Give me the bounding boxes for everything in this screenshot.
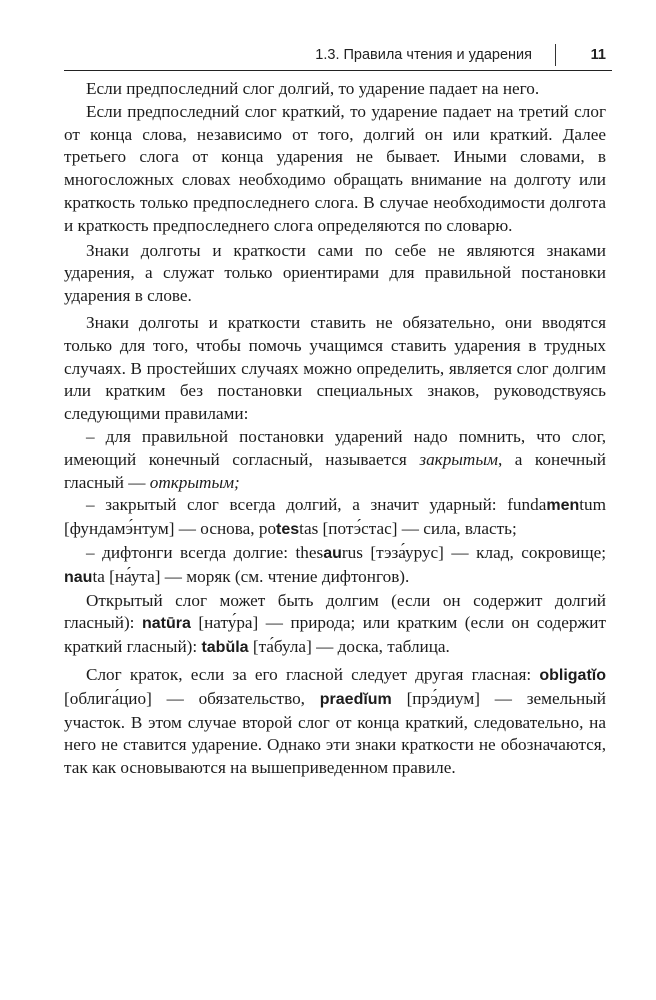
paragraph-short-syllable	[64, 664, 606, 780]
rule-text: tum [фундамэ́нтум] — основа, po	[64, 495, 606, 539]
rule-text: Слог краток, если за его гласной следует другая гласная:	[86, 664, 540, 684]
rule-diphthongs	[64, 542, 606, 590]
example-word: praedĭum	[319, 690, 392, 708]
running-header	[64, 44, 612, 71]
rule-text: , а конечный гласный —	[64, 449, 606, 492]
rule-text: [та́була] — доска, таблица.	[248, 637, 450, 657]
paragraph-1: Если предпоследний слог долгий, то ударение падает на него.	[86, 79, 540, 98]
example-word: obligatĭo	[539, 666, 606, 684]
paragraph-open-syllable	[64, 590, 606, 660]
paragraph-2: Если предпоследний слог краткий, то ударение падает на третий слог от конца слова, независимо от того, долгий он или краткий. Далее третьего слога от конца ударения не бывает. Иными словами, в многосложных словах необходимо обращать внимание на долготу или краткость только предпоследнего слога. В случае необходимости долгота и краткость предпоследнего слога определяются по словарю.	[64, 101, 606, 235]
example-word: tabŭla	[201, 639, 249, 657]
body-text	[64, 78, 606, 780]
rule-text: [прэ́диум] — земельный участок. В этом случае второй слог от конца краткий, следовательно, на него не ставится ударение. Однако эти знаки краткости не обозначаются, так как основываются на вышеприведенном правиле.	[64, 688, 606, 778]
stressed-syllable: men	[546, 497, 580, 515]
rule-closed-long	[64, 494, 606, 542]
term-open: открытым;	[149, 472, 240, 492]
stressed-syllable: au	[323, 544, 342, 562]
rule-text: – для правильной постановки ударений надо помнить, что слог, имеющий конечный согласный, называется	[64, 426, 606, 469]
rule-closed-open-syllable	[64, 426, 606, 494]
stressed-syllable: tes	[276, 521, 300, 539]
rule-text: rus [тэза́урус] — клад, сокровище;	[341, 542, 606, 562]
rule-text: [нату́ра] — природа; или кратким (если он содержит краткий гласный):	[64, 613, 607, 657]
term-closed: закрытым	[419, 449, 498, 469]
paragraph-3: Знаки долготы и краткости сами по себе не являются знаками ударения, а служат только ориентирами для правильной постановки ударения в слове.	[64, 240, 606, 306]
running-title: 1.3. Правила чтения и ударения	[315, 47, 532, 63]
page-number: 11	[590, 47, 606, 63]
stressed-syllable: nau	[64, 568, 93, 586]
rule-text: – дифтонги всегда долгие: thes	[86, 542, 324, 562]
paragraph-4: Знаки долготы и краткости ставить не обязательно, они вводятся только для того, чтобы помочь учащимся ставить ударения в трудных случаях. В простейших случаях можно определить, является слог долгим или кратким без постановки специальных знаков, руководствуясь следующими правилами:	[64, 312, 606, 424]
rule-text: [облига́цио] — обязательство,	[64, 688, 320, 708]
rule-text: tas [потэ́стас] — сила, власть;	[299, 519, 517, 539]
rule-text: ta [на́ута] — моряк (см. чтение дифтонгов).	[92, 566, 410, 586]
rule-text: Открытый слог может быть долгим (если он содержит долгий гласный):	[64, 590, 606, 633]
example-word: natūra	[141, 615, 191, 633]
header-separator	[555, 44, 556, 66]
rule-text: – закрытый слог всегда долгий, а значит ударный: funda	[86, 495, 547, 515]
